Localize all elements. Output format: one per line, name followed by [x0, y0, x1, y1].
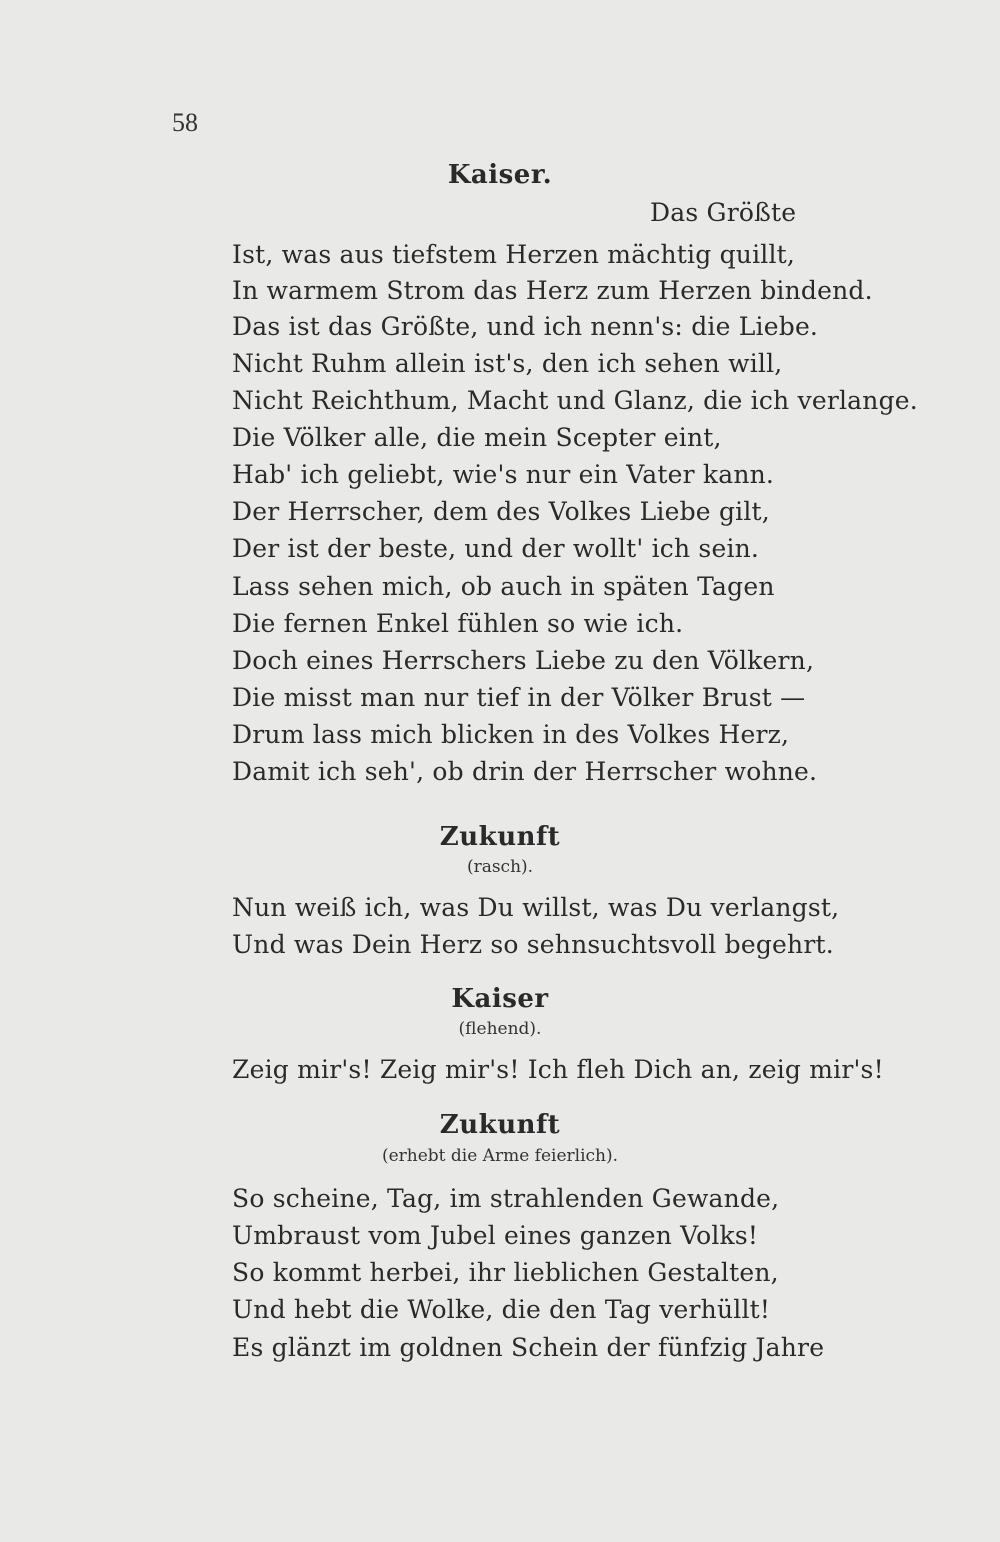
- verse-line: Damit ich seh', ob drin der Herrscher wohne.: [232, 757, 818, 786]
- verse-line: Drum lass mich blicken in des Volkes Herz,: [232, 720, 790, 749]
- verse-line: Hab' ich geliebt, wie's nur ein Vater kann.: [232, 460, 775, 489]
- verse-line: Nicht Reichthum, Macht und Glanz, die ich verlange.: [232, 386, 918, 415]
- verse-line: Es glänzt im goldnen Schein der fünfzig Jahre: [232, 1333, 825, 1362]
- verse-line: Und hebt die Wolke, die den Tag verhüllt!: [232, 1295, 771, 1324]
- verse-line: Die misst man nur tief in der Völker Brust —: [232, 683, 806, 712]
- verse-line: Das ist das Größte, und ich nenn's: die Liebe.: [232, 312, 819, 341]
- verse-line: In warmem Strom das Herz zum Herzen bindend.: [232, 276, 873, 305]
- speaker-name: Zukunft: [439, 822, 561, 852]
- verse-line: Nun weiß ich, was Du willst, was Du verlangst,: [232, 893, 840, 922]
- verse-line: Nicht Ruhm allein ist's, den ich sehen will,: [232, 349, 783, 378]
- verse-line: Ist, was aus tiefstem Herzen mächtig quillt,: [232, 240, 796, 269]
- verse-line: Lass sehen mich, ob auch in späten Tagen: [232, 572, 775, 601]
- verse-line: Der Herrscher, dem des Volkes Liebe gilt,: [232, 497, 770, 526]
- stage-direction: (flehend).: [458, 1019, 542, 1039]
- speaker-name: Zukunft: [439, 1110, 561, 1140]
- verse-line: Der ist der beste, und der wollt' ich sein.: [232, 534, 760, 563]
- verse-line: Zeig mir's! Zeig mir's! Ich fleh Dich an, zeig mir's!: [232, 1055, 884, 1084]
- verse-line: So kommt herbei, ihr lieblichen Gestalten,: [232, 1258, 779, 1287]
- verse-line: Die Völker alle, die mein Scepter eint,: [232, 423, 722, 452]
- verse-line: So scheine, Tag, im strahlenden Gewande,: [232, 1184, 780, 1213]
- verse-line: Doch eines Herrschers Liebe zu den Völkern,: [232, 646, 815, 675]
- stage-direction: (erhebt die Arme feierlich).: [381, 1146, 619, 1166]
- verse-line: Und was Dein Herz so sehnsuchtsvoll begehrt.: [232, 930, 834, 959]
- verse-line: Umbraust vom Jubel eines ganzen Volks!: [232, 1221, 759, 1250]
- verse-line: Die fernen Enkel fühlen so wie ich.: [232, 609, 684, 638]
- stage-direction: (rasch).: [466, 857, 534, 877]
- speaker-name: Kaiser: [451, 984, 549, 1014]
- page-number: 58: [172, 108, 198, 137]
- verse-line: Das Größte: [650, 198, 797, 227]
- speaker-name: Kaiser.: [447, 160, 553, 190]
